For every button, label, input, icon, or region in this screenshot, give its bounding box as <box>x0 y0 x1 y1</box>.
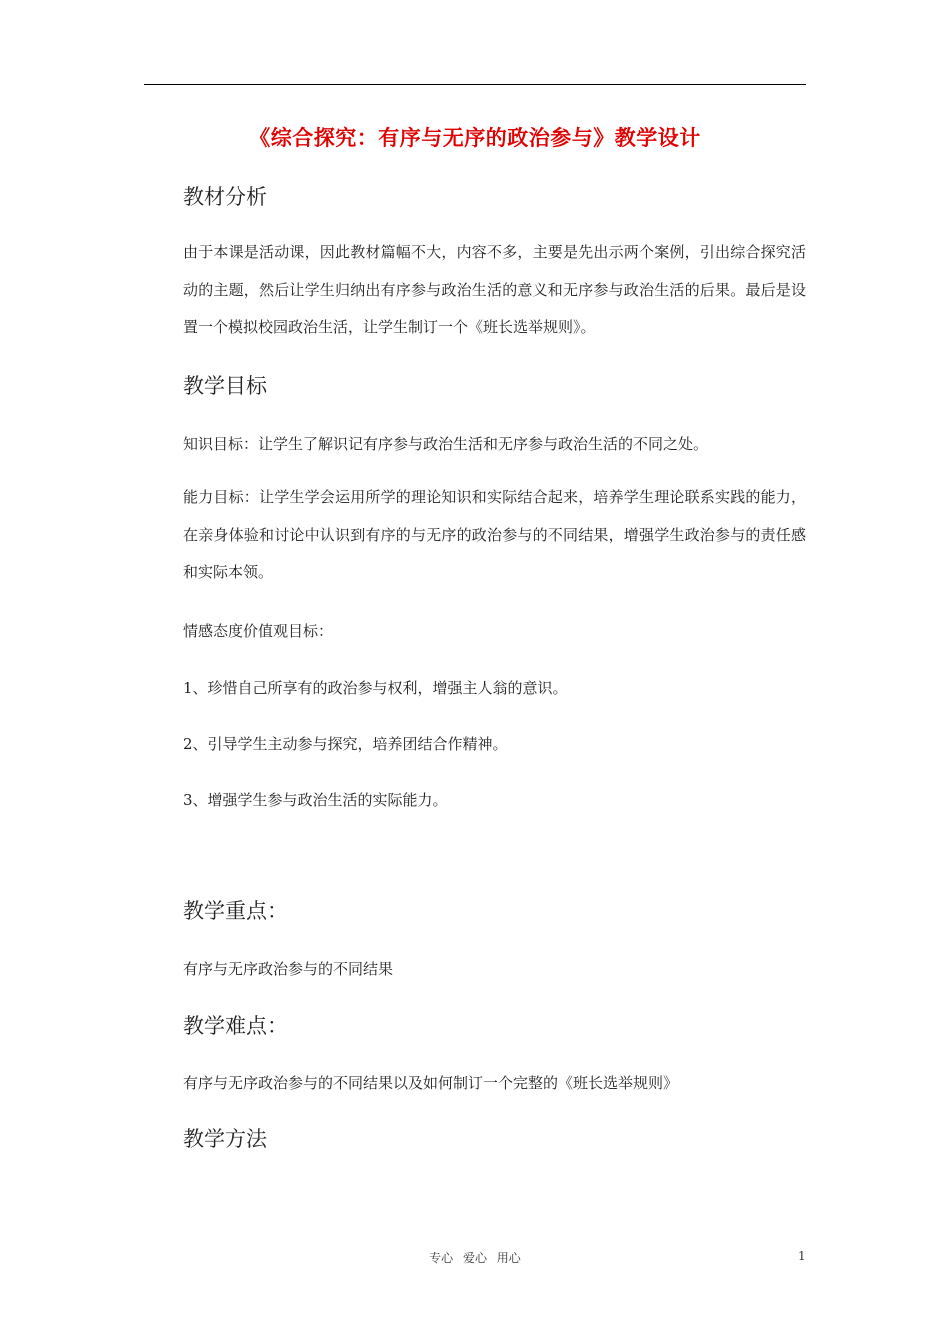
ability-goal: 能力目标：让学生学会运用所学的理论知识和实际结合起来，培养学生理论联系实践的能力，在亲身体验和讨论中认识到有序的与无序的政治参与的不同结果，增强学生政治参与的责任感和实际本领。 <box>183 488 806 581</box>
footer-slogan: 专心 爱心 用心 <box>429 1251 521 1265</box>
heading-difficult-points: 教学难点： <box>183 1014 288 1038</box>
document-title: 《综合探究：有序与无序的政治参与》教学设计 <box>249 125 701 150</box>
analysis-text: 由于本课是活动课，因此教材篇幅不大，内容不多，主要是先出示两个案例，引出综合探究活动的主题，然后让学生归纳出有序参与政治生活的意义和无序参与政治生活的后果。最后是设置一个模拟校园政治生活，让学生制订一个《班长选举规则》。 <box>183 243 806 336</box>
list-item: 3、增强学生参与政治生活的实际能力。 <box>183 791 448 809</box>
header-rule <box>144 84 806 85</box>
heading-key-points: 教学重点： <box>183 899 288 923</box>
heading-goals: 教学目标 <box>183 374 267 398</box>
heading-analysis: 教材分析 <box>183 185 267 209</box>
difficult-points-text: 有序与无序政治参与的不同结果以及如何制订一个完整的《班长选举规则》 <box>183 1074 679 1092</box>
knowledge-goal: 知识目标：让学生了解识记有序参与政治生活和无序参与政治生活的不同之处。 <box>183 435 709 453</box>
list-item: 1、珍惜自己所享有的政治参与权利，增强主人翁的意识。 <box>183 679 568 697</box>
analysis-paragraph <box>144 234 806 347</box>
emotion-goal-heading: 情感态度价值观目标： <box>183 622 334 640</box>
list-item: 2、引导学生主动参与探究，培养团结合作精神。 <box>183 735 508 753</box>
ability-goal-paragraph <box>144 479 806 592</box>
page-number: 1 <box>798 1249 806 1263</box>
key-points-text: 有序与无序政治参与的不同结果 <box>183 960 394 978</box>
heading-methods: 教学方法 <box>183 1127 267 1151</box>
